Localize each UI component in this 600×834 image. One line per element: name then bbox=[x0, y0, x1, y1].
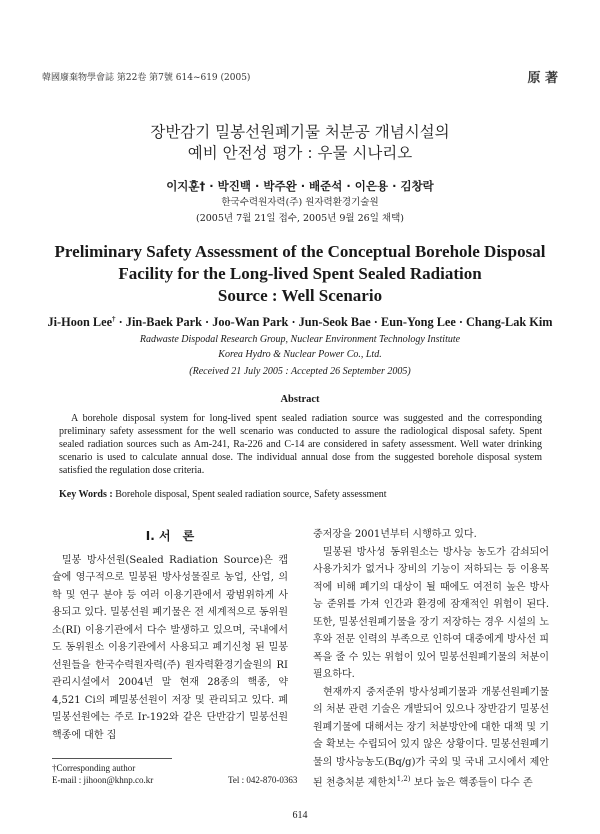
english-title bbox=[0, 241, 600, 307]
footnote-divider bbox=[52, 758, 172, 759]
running-head bbox=[42, 70, 558, 86]
citation-ref: 1,2) bbox=[396, 775, 411, 783]
korean-title-line-2: 예비 안전성 평가 : 우물 시나리오 bbox=[187, 144, 413, 162]
corresponding-author-label: †Corresponding author bbox=[52, 763, 136, 773]
english-title-line-1: Preliminary Safety Assessment of the Conceptual Borehole Disposal bbox=[54, 242, 546, 261]
abstract-body: A borehole disposal system for long-lived spent sealed radiation source was suggested and the corresponding preliminary safety assessment for the well scenario was conducted to assure the radiological disposal safety. Spent sealed radiation sources such as Am-241, Ra-226 and C-14 are considered in safety assessment. Well water drinking scenario is used to calculate annual dose. The individual annual dose from the suggested borehole disposal system satisfied the regulation dose criteria. bbox=[59, 413, 542, 476]
intro-paragraph-2: 밀봉된 방사성 동위원소는 방사능 농도가 감쇠되어 사용가치가 없거나 장비의 기능이 저하되는 등 이용목적에 비해 폐기의 대상이 될 때에도 여전히 높은 방사능 준위를 가져 인간과 환경에 잠재적인 위험이 된다. 또한, 밀봉선원폐기물을 장기 저장하는 경우 시설의 노후와 전문 인력의 부족으로 인하여 대중에게 방사선 피폭을 줄 수 있는 위험이 있어 밀봉선원폐기물의 처분이 필요하다. bbox=[313, 546, 549, 680]
korean-affiliation-block bbox=[0, 195, 600, 227]
corresponding-mark: † bbox=[112, 315, 116, 323]
english-title-line-3: Source : Well Scenario bbox=[217, 286, 383, 305]
journal-citation: 韓國廢棄物學會誌 第22卷 第7號 614~619 (2005) bbox=[42, 73, 251, 83]
section-heading: I. 서 론 bbox=[145, 529, 195, 543]
intro-paragraph-3 bbox=[313, 684, 549, 792]
english-title-line-2: Facility for the Long-lived Spent Sealed Radiation bbox=[118, 264, 482, 283]
english-affiliation-line-2: Korea Hydro & Nuclear Power Co., Ltd. bbox=[218, 349, 382, 360]
english-affiliation bbox=[0, 332, 600, 362]
footnote bbox=[52, 762, 302, 786]
korean-affiliation: 한국수력원자력(주) 원자력환경기술원 bbox=[221, 197, 379, 208]
keywords-text: Borehole disposal, Spent sealed radiation source, Safety assessment bbox=[115, 489, 387, 500]
english-affiliation-line-1: Radwaste Dispodal Research Group, Nuclear Environment Technology Institute bbox=[139, 334, 461, 345]
intro-paragraph-1: 밀봉 방사선원(Sealed Radiation Source)은 캡슐에 영구적으로 밀봉된 방사성물질로 농업, 산업, 의학 및 연구 분야 등 여러 이용기관에서 광범위하게 사용되고 있다. 밀봉선원 폐기물은 전 세계적으로 동위원소(RI) 이용기관에서 다수 발생하고 있으며, 국내에서도 동위원소 이용기관에서 사용되고 폐기신청 된 밀봉선원들을 한국수력원자력(주) 원자력환경기술원의 RI 관리시설에서 2004년 말 현재 28종의 핵종, 약 4,521 Ci의 폐밀봉선원이 저장 및 관리되고 있다. 폐 밀봉선원에는 주로 Ir-192와 같은 단반감기 밀봉선원 핵종에 대한 집 bbox=[52, 554, 288, 741]
abstract-heading: Abstract bbox=[280, 394, 320, 405]
article-type-label: 原 著 bbox=[527, 71, 558, 86]
korean-title-line-1: 장반감기 밀봉선원폐기물 처분공 개념시설의 bbox=[150, 123, 450, 141]
english-authors bbox=[0, 315, 600, 330]
left-column bbox=[52, 520, 288, 744]
first-author: Ji-Hoon Lee bbox=[47, 315, 113, 330]
co-authors: · Jin-Baek Park · Joo-Wan Park · Jun-Seok Bae · Eun-Yong Lee · Chang-Lak Kim bbox=[115, 315, 553, 330]
intro-paragraph-1-cont: 중저장을 2001년부터 시행하고 있다. bbox=[313, 529, 477, 540]
right-column bbox=[313, 526, 549, 792]
intro-paragraph-3-text: 현재까지 중저준위 방사성폐기물과 개봉선원폐기물의 처분 관련 기술은 개발되어 있으나 장반감기 밀봉선원폐기물에 대해서는 장기 처분방안에 대한 대책 및 기술 확보는 수립되어 있지 않은 상황이다. 밀봉선원폐기물의 방사능농도(Bq/g)가 국외 및 국내 고시에서 제안된 천층처분 제한치 bbox=[313, 686, 549, 789]
intro-paragraph-3-end: 보다 높은 핵종들이 다수 존 bbox=[410, 777, 533, 789]
english-received-dates: (Received 21 July 2005 : Accepted 26 September 2005) bbox=[189, 366, 411, 377]
corresponding-email: E-mail : jihoon@khnp.co.kr bbox=[52, 775, 154, 785]
korean-dates: (2005년 7월 21일 접수, 2005년 9월 26일 채택) bbox=[196, 213, 404, 224]
page-number: 614 bbox=[292, 810, 308, 821]
keywords-label: Key Words : bbox=[59, 489, 116, 500]
corresponding-tel: Tel : 042-870-0363 bbox=[228, 775, 298, 785]
keywords bbox=[59, 489, 542, 500]
korean-authors: 이지훈† · 박진백 · 박주완 · 배준석 · 이은용 · 김창락 bbox=[166, 179, 434, 193]
korean-title bbox=[0, 122, 600, 164]
